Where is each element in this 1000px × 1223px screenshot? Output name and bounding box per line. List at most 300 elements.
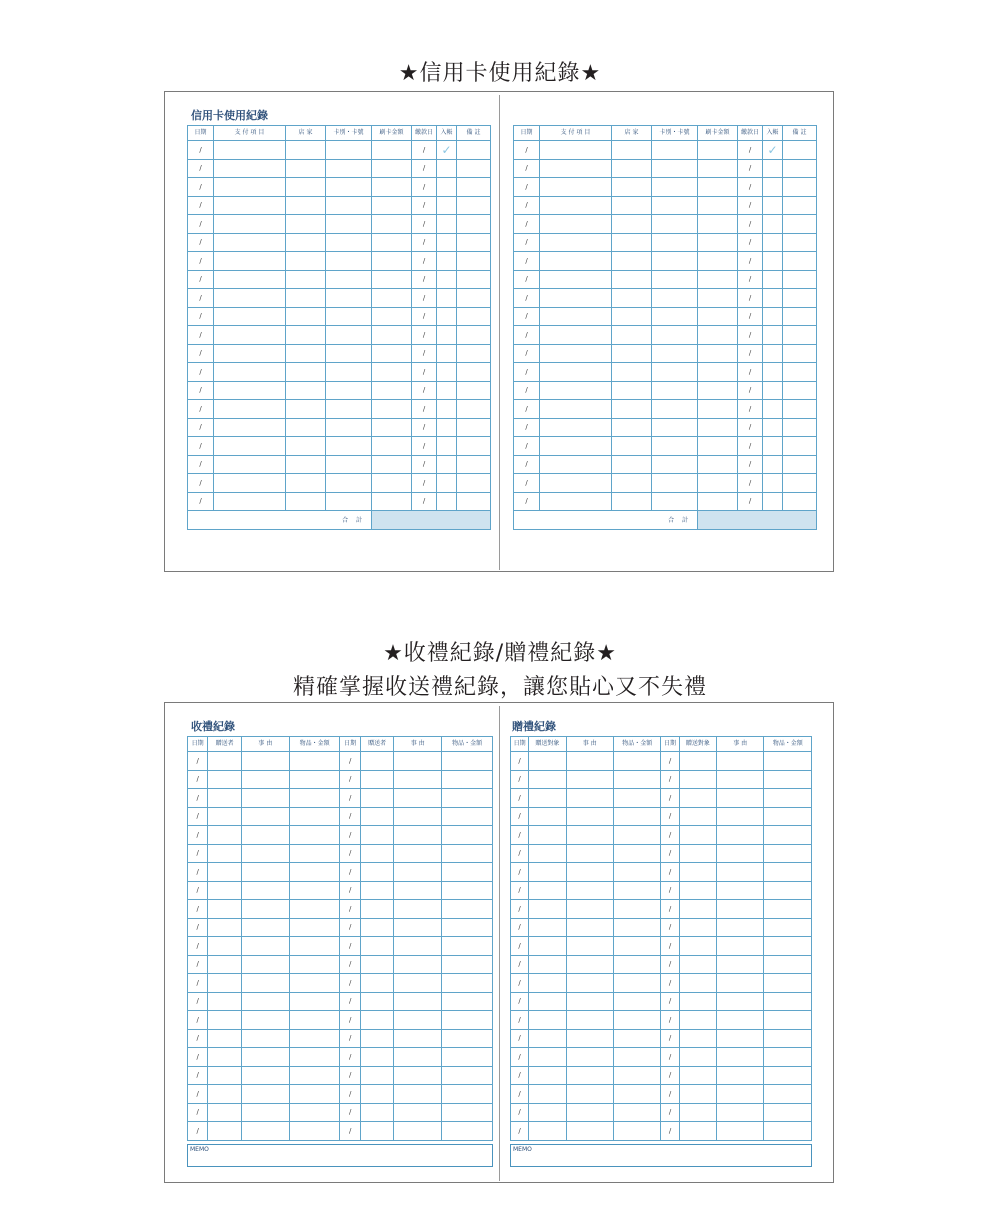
date-cell[interactable]: /: [511, 937, 529, 956]
entry-cell[interactable]: [698, 455, 738, 474]
date-cell[interactable]: /: [661, 1029, 679, 1048]
entry-cell[interactable]: [372, 215, 412, 234]
entry-cell[interactable]: [208, 752, 242, 771]
entry-cell[interactable]: [652, 381, 698, 400]
date-cell[interactable]: /: [188, 196, 214, 215]
date-cell[interactable]: /: [340, 1066, 360, 1085]
entry-cell[interactable]: [394, 1048, 442, 1067]
entry-cell[interactable]: [442, 1103, 493, 1122]
entry-cell[interactable]: [764, 974, 812, 993]
entry-cell[interactable]: [612, 178, 652, 197]
entry-cell[interactable]: [214, 289, 286, 308]
entry-cell[interactable]: [652, 418, 698, 437]
entry-cell[interactable]: [289, 1122, 340, 1141]
entry-cell[interactable]: [360, 1103, 394, 1122]
date-cell[interactable]: /: [188, 1048, 208, 1067]
entry-cell[interactable]: [394, 770, 442, 789]
date-cell[interactable]: /: [661, 992, 679, 1011]
entry-cell[interactable]: [372, 178, 412, 197]
entry-cell[interactable]: [289, 844, 340, 863]
due-date-cell[interactable]: /: [412, 437, 437, 456]
due-date-cell[interactable]: /: [738, 400, 763, 419]
entry-cell[interactable]: [442, 1066, 493, 1085]
due-date-cell[interactable]: /: [738, 289, 763, 308]
entry-cell[interactable]: [783, 252, 817, 271]
entry-cell[interactable]: [529, 789, 566, 808]
entry-cell[interactable]: [698, 289, 738, 308]
entry-cell[interactable]: [372, 400, 412, 419]
entry-cell[interactable]: [612, 159, 652, 178]
posted-cell[interactable]: [763, 381, 783, 400]
entry-cell[interactable]: [698, 307, 738, 326]
due-date-cell[interactable]: /: [412, 196, 437, 215]
entry-cell[interactable]: [394, 992, 442, 1011]
entry-cell[interactable]: [442, 807, 493, 826]
date-cell[interactable]: /: [188, 1122, 208, 1141]
posted-cell[interactable]: [437, 344, 457, 363]
date-cell[interactable]: /: [514, 252, 540, 271]
entry-cell[interactable]: [289, 1029, 340, 1048]
entry-cell[interactable]: [286, 455, 326, 474]
date-cell[interactable]: /: [511, 900, 529, 919]
entry-cell[interactable]: [764, 863, 812, 882]
entry-cell[interactable]: [566, 1085, 613, 1104]
entry-cell[interactable]: [241, 1103, 289, 1122]
date-cell[interactable]: /: [661, 974, 679, 993]
entry-cell[interactable]: [289, 789, 340, 808]
entry-cell[interactable]: [612, 474, 652, 493]
entry-cell[interactable]: [783, 381, 817, 400]
posted-cell[interactable]: [763, 178, 783, 197]
entry-cell[interactable]: [614, 807, 661, 826]
date-cell[interactable]: /: [511, 844, 529, 863]
entry-cell[interactable]: [289, 937, 340, 956]
date-cell[interactable]: /: [511, 807, 529, 826]
entry-cell[interactable]: [360, 1048, 394, 1067]
entry-cell[interactable]: [372, 474, 412, 493]
entry-cell[interactable]: [566, 826, 613, 845]
entry-cell[interactable]: [717, 918, 764, 937]
entry-cell[interactable]: [717, 752, 764, 771]
entry-cell[interactable]: [394, 807, 442, 826]
entry-cell[interactable]: [241, 1066, 289, 1085]
date-cell[interactable]: /: [188, 141, 214, 160]
date-cell[interactable]: /: [340, 918, 360, 937]
date-cell[interactable]: /: [514, 270, 540, 289]
date-cell[interactable]: /: [188, 1011, 208, 1030]
entry-cell[interactable]: [652, 233, 698, 252]
entry-cell[interactable]: [286, 363, 326, 382]
entry-cell[interactable]: [529, 826, 566, 845]
date-cell[interactable]: /: [188, 492, 214, 511]
entry-cell[interactable]: [717, 1122, 764, 1141]
due-date-cell[interactable]: /: [738, 326, 763, 345]
entry-cell[interactable]: [529, 881, 566, 900]
entry-cell[interactable]: [457, 196, 491, 215]
entry-cell[interactable]: [566, 937, 613, 956]
date-cell[interactable]: /: [511, 1103, 529, 1122]
entry-cell[interactable]: [614, 1011, 661, 1030]
entry-cell[interactable]: [540, 289, 612, 308]
entry-cell[interactable]: [783, 344, 817, 363]
entry-cell[interactable]: [717, 1066, 764, 1085]
due-date-cell[interactable]: /: [412, 178, 437, 197]
due-date-cell[interactable]: /: [738, 418, 763, 437]
entry-cell[interactable]: [614, 974, 661, 993]
date-cell[interactable]: /: [511, 1011, 529, 1030]
entry-cell[interactable]: [457, 381, 491, 400]
date-cell[interactable]: /: [340, 789, 360, 808]
due-date-cell[interactable]: /: [738, 455, 763, 474]
entry-cell[interactable]: [286, 270, 326, 289]
due-date-cell[interactable]: /: [738, 233, 763, 252]
date-cell[interactable]: /: [514, 159, 540, 178]
date-cell[interactable]: /: [661, 1122, 679, 1141]
entry-cell[interactable]: [289, 1011, 340, 1030]
entry-cell[interactable]: [289, 826, 340, 845]
entry-cell[interactable]: [717, 826, 764, 845]
posted-cell[interactable]: [437, 178, 457, 197]
entry-cell[interactable]: [652, 307, 698, 326]
entry-cell[interactable]: [764, 807, 812, 826]
entry-cell[interactable]: [529, 1085, 566, 1104]
entry-cell[interactable]: [241, 955, 289, 974]
date-cell[interactable]: /: [340, 1029, 360, 1048]
entry-cell[interactable]: [208, 863, 242, 882]
entry-cell[interactable]: [566, 881, 613, 900]
entry-cell[interactable]: [214, 252, 286, 271]
date-cell[interactable]: /: [661, 900, 679, 919]
entry-cell[interactable]: [612, 289, 652, 308]
entry-cell[interactable]: [679, 863, 716, 882]
date-cell[interactable]: /: [188, 270, 214, 289]
entry-cell[interactable]: [652, 437, 698, 456]
date-cell[interactable]: /: [340, 770, 360, 789]
entry-cell[interactable]: [214, 455, 286, 474]
posted-cell[interactable]: [437, 400, 457, 419]
entry-cell[interactable]: [717, 974, 764, 993]
entry-cell[interactable]: [652, 400, 698, 419]
posted-cell[interactable]: [763, 215, 783, 234]
entry-cell[interactable]: [286, 344, 326, 363]
date-cell[interactable]: /: [188, 289, 214, 308]
entry-cell[interactable]: [241, 770, 289, 789]
due-date-cell[interactable]: /: [738, 474, 763, 493]
entry-cell[interactable]: [529, 1011, 566, 1030]
entry-cell[interactable]: [679, 1011, 716, 1030]
entry-cell[interactable]: [612, 326, 652, 345]
entry-cell[interactable]: [326, 289, 372, 308]
entry-cell[interactable]: [394, 863, 442, 882]
entry-cell[interactable]: [241, 974, 289, 993]
date-cell[interactable]: /: [340, 974, 360, 993]
posted-cell[interactable]: [437, 252, 457, 271]
entry-cell[interactable]: [241, 863, 289, 882]
entry-cell[interactable]: [698, 270, 738, 289]
entry-cell[interactable]: [614, 770, 661, 789]
entry-cell[interactable]: [529, 1029, 566, 1048]
entry-cell[interactable]: [326, 307, 372, 326]
entry-cell[interactable]: [679, 752, 716, 771]
entry-cell[interactable]: [326, 270, 372, 289]
date-cell[interactable]: /: [661, 863, 679, 882]
date-cell[interactable]: /: [514, 307, 540, 326]
date-cell[interactable]: /: [340, 1122, 360, 1141]
entry-cell[interactable]: [540, 418, 612, 437]
entry-cell[interactable]: [214, 196, 286, 215]
entry-cell[interactable]: [783, 289, 817, 308]
date-cell[interactable]: /: [188, 418, 214, 437]
entry-cell[interactable]: [442, 937, 493, 956]
entry-cell[interactable]: [566, 752, 613, 771]
entry-cell[interactable]: [289, 955, 340, 974]
date-cell[interactable]: /: [514, 233, 540, 252]
entry-cell[interactable]: [360, 1085, 394, 1104]
due-date-cell[interactable]: /: [412, 326, 437, 345]
entry-cell[interactable]: [326, 400, 372, 419]
entry-cell[interactable]: [679, 770, 716, 789]
posted-cell[interactable]: [437, 381, 457, 400]
posted-cell[interactable]: [763, 363, 783, 382]
entry-cell[interactable]: [679, 789, 716, 808]
entry-cell[interactable]: [529, 1066, 566, 1085]
entry-cell[interactable]: [442, 955, 493, 974]
entry-cell[interactable]: [612, 270, 652, 289]
entry-cell[interactable]: [540, 474, 612, 493]
entry-cell[interactable]: [286, 178, 326, 197]
entry-cell[interactable]: [717, 955, 764, 974]
due-date-cell[interactable]: /: [738, 363, 763, 382]
due-date-cell[interactable]: /: [738, 344, 763, 363]
entry-cell[interactable]: [529, 918, 566, 937]
entry-cell[interactable]: [214, 400, 286, 419]
entry-cell[interactable]: [214, 178, 286, 197]
entry-cell[interactable]: [372, 289, 412, 308]
entry-cell[interactable]: [764, 955, 812, 974]
entry-cell[interactable]: [717, 1085, 764, 1104]
entry-cell[interactable]: [717, 881, 764, 900]
entry-cell[interactable]: [698, 474, 738, 493]
entry-cell[interactable]: [394, 789, 442, 808]
entry-cell[interactable]: [286, 252, 326, 271]
entry-cell[interactable]: [442, 881, 493, 900]
entry-cell[interactable]: [566, 918, 613, 937]
entry-cell[interactable]: [208, 1085, 242, 1104]
entry-cell[interactable]: [679, 955, 716, 974]
date-cell[interactable]: /: [661, 918, 679, 937]
entry-cell[interactable]: [783, 455, 817, 474]
entry-cell[interactable]: [457, 437, 491, 456]
entry-cell[interactable]: [208, 881, 242, 900]
entry-cell[interactable]: [208, 955, 242, 974]
entry-cell[interactable]: [457, 400, 491, 419]
entry-cell[interactable]: [326, 492, 372, 511]
due-date-cell[interactable]: /: [412, 363, 437, 382]
due-date-cell[interactable]: /: [738, 252, 763, 271]
entry-cell[interactable]: [286, 492, 326, 511]
date-cell[interactable]: /: [188, 955, 208, 974]
due-date-cell[interactable]: /: [738, 215, 763, 234]
due-date-cell[interactable]: /: [412, 455, 437, 474]
entry-cell[interactable]: [612, 307, 652, 326]
total-amount-cell[interactable]: [698, 511, 817, 530]
entry-cell[interactable]: [698, 196, 738, 215]
entry-cell[interactable]: [566, 1029, 613, 1048]
entry-cell[interactable]: [372, 381, 412, 400]
posted-cell[interactable]: [763, 455, 783, 474]
posted-cell[interactable]: [437, 159, 457, 178]
date-cell[interactable]: /: [188, 1085, 208, 1104]
entry-cell[interactable]: [326, 178, 372, 197]
entry-cell[interactable]: [679, 826, 716, 845]
date-cell[interactable]: /: [661, 1048, 679, 1067]
entry-cell[interactable]: [394, 1011, 442, 1030]
entry-cell[interactable]: [529, 900, 566, 919]
entry-cell[interactable]: [652, 289, 698, 308]
date-cell[interactable]: /: [514, 492, 540, 511]
entry-cell[interactable]: [717, 1103, 764, 1122]
entry-cell[interactable]: [540, 492, 612, 511]
entry-cell[interactable]: [394, 1103, 442, 1122]
date-cell[interactable]: /: [188, 437, 214, 456]
posted-cell[interactable]: [437, 474, 457, 493]
date-cell[interactable]: /: [188, 752, 208, 771]
entry-cell[interactable]: [442, 1122, 493, 1141]
entry-cell[interactable]: [614, 955, 661, 974]
date-cell[interactable]: /: [188, 1066, 208, 1085]
entry-cell[interactable]: [442, 1048, 493, 1067]
entry-cell[interactable]: [457, 455, 491, 474]
entry-cell[interactable]: [764, 900, 812, 919]
date-cell[interactable]: /: [511, 1085, 529, 1104]
date-cell[interactable]: /: [514, 474, 540, 493]
entry-cell[interactable]: [372, 492, 412, 511]
entry-cell[interactable]: [457, 159, 491, 178]
date-cell[interactable]: /: [340, 881, 360, 900]
date-cell[interactable]: /: [188, 992, 208, 1011]
posted-cell[interactable]: [763, 289, 783, 308]
entry-cell[interactable]: [566, 974, 613, 993]
entry-cell[interactable]: [783, 233, 817, 252]
entry-cell[interactable]: [326, 326, 372, 345]
date-cell[interactable]: /: [514, 196, 540, 215]
entry-cell[interactable]: [208, 1048, 242, 1067]
entry-cell[interactable]: [529, 992, 566, 1011]
posted-cell[interactable]: [437, 492, 457, 511]
entry-cell[interactable]: [208, 770, 242, 789]
date-cell[interactable]: /: [340, 863, 360, 882]
date-cell[interactable]: /: [188, 344, 214, 363]
entry-cell[interactable]: [289, 974, 340, 993]
entry-cell[interactable]: [326, 455, 372, 474]
posted-cell[interactable]: [437, 233, 457, 252]
entry-cell[interactable]: [360, 863, 394, 882]
entry-cell[interactable]: [360, 1029, 394, 1048]
date-cell[interactable]: /: [340, 826, 360, 845]
date-cell[interactable]: /: [511, 826, 529, 845]
posted-cell[interactable]: [763, 141, 783, 160]
entry-cell[interactable]: [214, 215, 286, 234]
entry-cell[interactable]: [679, 1085, 716, 1104]
entry-cell[interactable]: [612, 492, 652, 511]
date-cell[interactable]: /: [340, 752, 360, 771]
date-cell[interactable]: /: [511, 1029, 529, 1048]
entry-cell[interactable]: [764, 881, 812, 900]
posted-cell[interactable]: [437, 270, 457, 289]
entry-cell[interactable]: [289, 881, 340, 900]
entry-cell[interactable]: [457, 326, 491, 345]
entry-cell[interactable]: [566, 1103, 613, 1122]
date-cell[interactable]: /: [188, 789, 208, 808]
entry-cell[interactable]: [540, 363, 612, 382]
entry-cell[interactable]: [208, 918, 242, 937]
due-date-cell[interactable]: /: [412, 400, 437, 419]
entry-cell[interactable]: [326, 381, 372, 400]
entry-cell[interactable]: [214, 418, 286, 437]
date-cell[interactable]: /: [188, 974, 208, 993]
entry-cell[interactable]: [612, 400, 652, 419]
date-cell[interactable]: /: [514, 344, 540, 363]
entry-cell[interactable]: [241, 752, 289, 771]
entry-cell[interactable]: [457, 492, 491, 511]
entry-cell[interactable]: [289, 752, 340, 771]
entry-cell[interactable]: [764, 752, 812, 771]
entry-cell[interactable]: [614, 1122, 661, 1141]
date-cell[interactable]: /: [514, 215, 540, 234]
posted-cell[interactable]: [763, 270, 783, 289]
entry-cell[interactable]: [208, 1066, 242, 1085]
date-cell[interactable]: /: [514, 363, 540, 382]
entry-cell[interactable]: [764, 1103, 812, 1122]
entry-cell[interactable]: [372, 270, 412, 289]
entry-cell[interactable]: [360, 789, 394, 808]
entry-cell[interactable]: [614, 1085, 661, 1104]
entry-cell[interactable]: [764, 789, 812, 808]
entry-cell[interactable]: [394, 974, 442, 993]
due-date-cell[interactable]: /: [738, 141, 763, 160]
entry-cell[interactable]: [529, 955, 566, 974]
date-cell[interactable]: /: [188, 900, 208, 919]
date-cell[interactable]: /: [511, 974, 529, 993]
entry-cell[interactable]: [326, 252, 372, 271]
date-cell[interactable]: /: [661, 1085, 679, 1104]
entry-cell[interactable]: [698, 233, 738, 252]
entry-cell[interactable]: [360, 900, 394, 919]
entry-cell[interactable]: [612, 196, 652, 215]
entry-cell[interactable]: [652, 344, 698, 363]
entry-cell[interactable]: [214, 307, 286, 326]
entry-cell[interactable]: [698, 363, 738, 382]
date-cell[interactable]: /: [340, 1011, 360, 1030]
entry-cell[interactable]: [540, 381, 612, 400]
entry-cell[interactable]: [214, 363, 286, 382]
entry-cell[interactable]: [372, 363, 412, 382]
entry-cell[interactable]: [326, 437, 372, 456]
entry-cell[interactable]: [208, 1011, 242, 1030]
date-cell[interactable]: /: [188, 474, 214, 493]
entry-cell[interactable]: [326, 418, 372, 437]
entry-cell[interactable]: [566, 1122, 613, 1141]
entry-cell[interactable]: [614, 863, 661, 882]
entry-cell[interactable]: [286, 307, 326, 326]
entry-cell[interactable]: [372, 344, 412, 363]
entry-cell[interactable]: [717, 900, 764, 919]
entry-cell[interactable]: [698, 141, 738, 160]
posted-cell[interactable]: [763, 233, 783, 252]
date-cell[interactable]: /: [514, 418, 540, 437]
entry-cell[interactable]: [372, 233, 412, 252]
entry-cell[interactable]: [717, 937, 764, 956]
